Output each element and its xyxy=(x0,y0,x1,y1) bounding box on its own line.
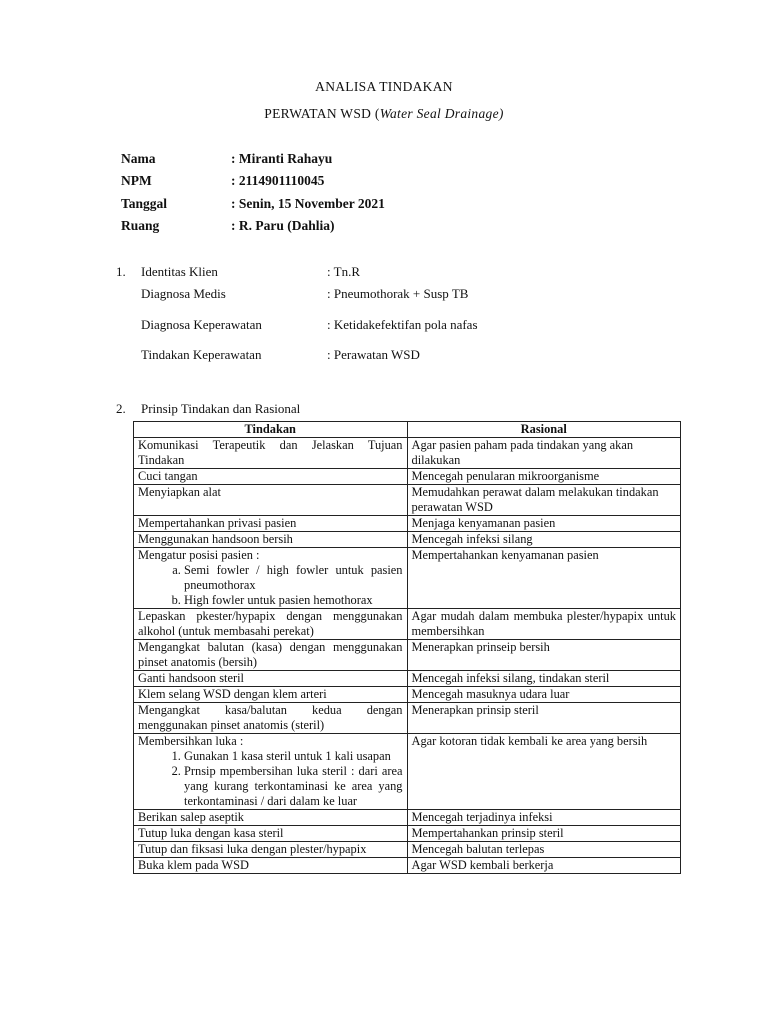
subtitle-main: PERWATAN WSD ( xyxy=(264,106,380,121)
table-cell-tindakan: Tutup luka dengan kasa steril xyxy=(134,826,408,842)
table-cell-rasional: Mencegah infeksi silang, tindakan steril xyxy=(407,671,681,687)
position-sublist xyxy=(138,563,403,608)
table-row xyxy=(134,671,681,687)
table-cell-tindakan xyxy=(134,734,408,810)
table-cell-rasional: Mencegah terjadinya infeksi xyxy=(407,810,681,826)
list-item: 1. Gunakan 1 kasa steril untuk 1 kali usapan xyxy=(184,749,403,764)
table-cell-rasional: Agar mudah dalam membuka plester/hypapix untuk membersihkan xyxy=(407,609,681,640)
table-row xyxy=(134,609,681,640)
table-row xyxy=(134,516,681,532)
table-cell-tindakan: Buka klem pada WSD xyxy=(134,858,408,874)
table-row xyxy=(134,532,681,548)
table-row xyxy=(134,548,681,609)
table-cell-tindakan: Menggunakan handsoon bersih xyxy=(134,532,408,548)
table-cell-rasional: Agar pasien paham pada tindakan yang akan dilakukan xyxy=(407,438,681,469)
info-label: Ruang xyxy=(121,218,160,233)
table-cell-rasional: Mencegah masuknya udara luar xyxy=(407,687,681,703)
table-header-tindakan: Tindakan xyxy=(134,422,408,438)
table-row xyxy=(134,485,681,516)
document-subtitle xyxy=(0,106,768,122)
table-cell-tindakan: Menyiapkan alat xyxy=(134,485,408,516)
table-cell-tindakan: Mengangkat kasa/balutan kedua dengan menggunakan pinset anatomis (steril) xyxy=(134,703,408,734)
list-item: 2. Prnsip mpembersihan luka steril : dari area yang kurang terkontaminasi ke area yang terkontaminasi / dari dalam ke luar xyxy=(184,764,403,809)
table-header-row xyxy=(134,422,681,438)
info-label: Nama xyxy=(121,151,156,166)
cell-intro: Membersihkan luka : xyxy=(138,734,244,748)
table-cell-rasional: Agar WSD kembali berkerja xyxy=(407,858,681,874)
info-value: : 2114901110045 xyxy=(231,173,325,188)
table-row xyxy=(134,734,681,810)
table-cell-rasional: Mempertahankan kenyamanan pasien xyxy=(407,548,681,609)
table-row xyxy=(134,438,681,469)
table-cell-tindakan: Tutup dan fiksasi luka dengan plester/hypapix xyxy=(134,842,408,858)
table-cell-tindakan: Cuci tangan xyxy=(134,469,408,485)
table-cell-rasional: Mencegah balutan terlepas xyxy=(407,842,681,858)
table-row xyxy=(134,842,681,858)
list-item: b. High fowler untuk pasien hemothorax xyxy=(184,593,403,608)
table-cell-rasional: Menjaga kenyamanan pasien xyxy=(407,516,681,532)
section-number: 2. xyxy=(116,401,126,416)
info-value: : Miranti Rahayu xyxy=(231,151,333,166)
table-cell-rasional: Menerapkan prinseip bersih xyxy=(407,640,681,671)
table-cell-rasional: Mencegah penularan mikroorganisme xyxy=(407,469,681,485)
table-cell-tindakan: Mengangkat balutan (kasa) dengan menggunakan pinset anatomis (bersih) xyxy=(134,640,408,671)
document-title: ANALISA TINDAKAN xyxy=(315,79,453,94)
section2-title: Prinsip Tindakan dan Rasional xyxy=(141,401,301,416)
table-row xyxy=(134,826,681,842)
section1-label: Tindakan Keperawatan xyxy=(141,347,262,362)
table-cell-rasional: Agar kotoran tidak kembali ke area yang bersih xyxy=(407,734,681,810)
section-number: 1. xyxy=(116,264,126,279)
section1-label: Diagnosa Medis xyxy=(141,286,226,301)
table-cell-tindakan: Lepaskan pkester/hypapix dengan menggunakan alkohol (untuk membasahi perekat) xyxy=(134,609,408,640)
table-cell-rasional: Mempertahankan prinsip steril xyxy=(407,826,681,842)
cleaning-sublist xyxy=(138,749,403,809)
list-item: a. Semi fowler / high fowler untuk pasien pneumothorax xyxy=(184,563,403,593)
info-value: : R. Paru (Dahlia) xyxy=(231,218,335,233)
info-label: Tanggal xyxy=(121,196,168,211)
table-cell-tindakan xyxy=(134,548,408,609)
subtitle-italic: Water Seal Drainage) xyxy=(379,106,504,121)
section1-value: : Tn.R xyxy=(327,264,360,279)
table-row xyxy=(134,640,681,671)
info-label: NPM xyxy=(121,173,152,188)
table-row xyxy=(134,703,681,734)
table-header-rasional: Rasional xyxy=(407,422,681,438)
table-cell-rasional: Menerapkan prinsip steril xyxy=(407,703,681,734)
table-row xyxy=(134,687,681,703)
table-row xyxy=(134,469,681,485)
info-value: : Senin, 15 November 2021 xyxy=(231,196,385,211)
table-cell-rasional: Memudahkan perawat dalam melakukan tindakan perawatan WSD xyxy=(407,485,681,516)
section1-value: : Ketidakefektifan pola nafas xyxy=(327,317,478,332)
table-row xyxy=(134,858,681,874)
section1-label: Identitas Klien xyxy=(141,264,218,279)
table-cell-rasional: Mencegah infeksi silang xyxy=(407,532,681,548)
section1-label: Diagnosa Keperawatan xyxy=(141,317,262,332)
section1-value: : Perawatan WSD xyxy=(327,347,420,362)
table-cell-tindakan: Ganti handsoon steril xyxy=(134,671,408,687)
table-cell-tindakan: Komunikasi Terapeutik dan Jelaskan Tujuan Tindakan xyxy=(134,438,408,469)
table-cell-tindakan: Mempertahankan privasi pasien xyxy=(134,516,408,532)
table-cell-tindakan: Klem selang WSD dengan klem arteri xyxy=(134,687,408,703)
principles-table xyxy=(133,421,681,874)
section1-value: : Pneumothorak + Susp TB xyxy=(327,286,469,301)
cell-intro: Mengatur posisi pasien : xyxy=(138,548,260,562)
table-cell-tindakan: Berikan salep aseptik xyxy=(134,810,408,826)
table-row xyxy=(134,810,681,826)
